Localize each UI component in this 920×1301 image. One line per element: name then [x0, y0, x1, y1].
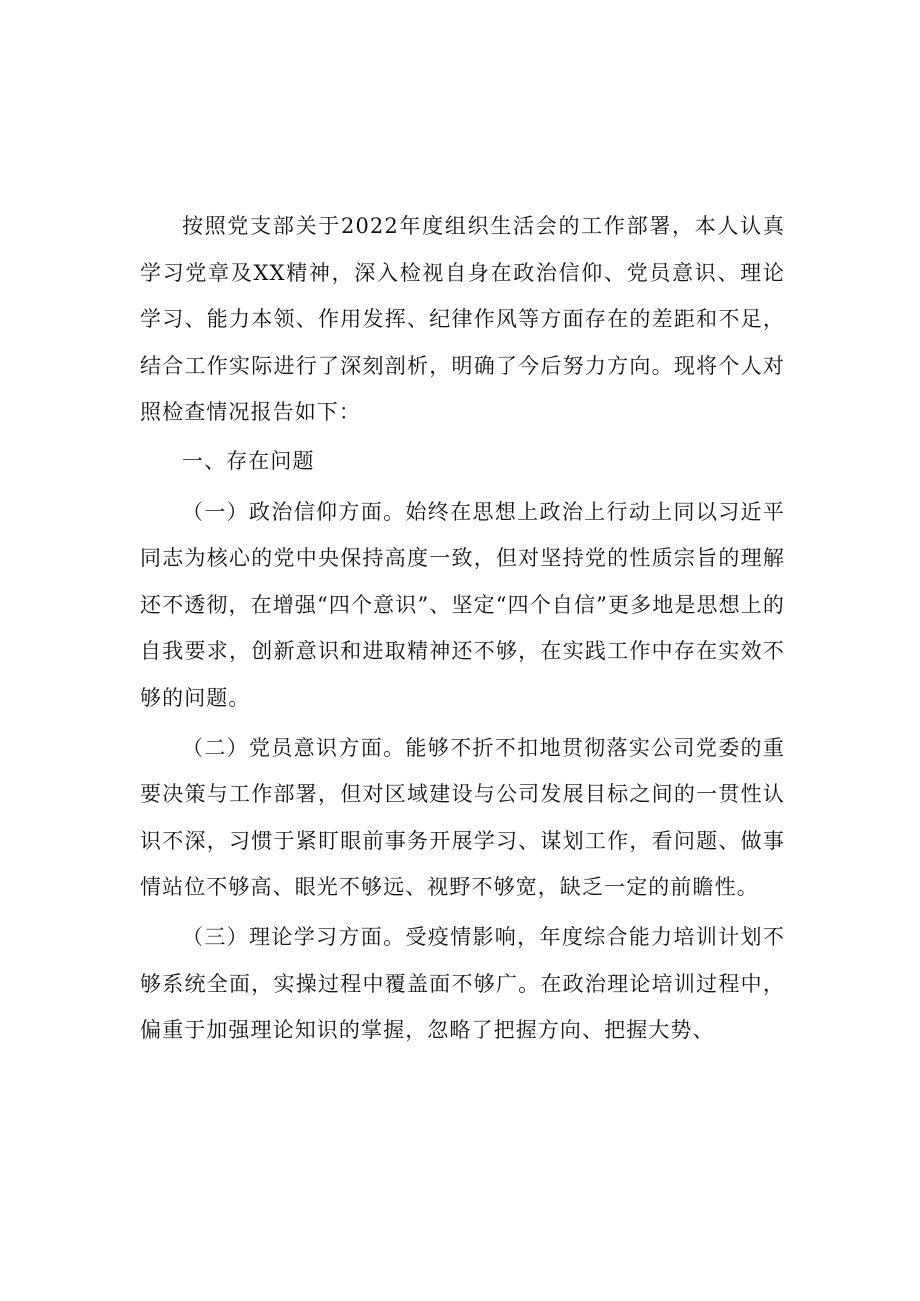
- intro-paragraph: 按照党支部关于2022年度组织生活会的工作部署，本人认真学习党章及XX精神，深入检视自身在政治信仰、党员意识、理论学习、能力本领、作用发挥、纪律作风等方面存在的差距和不足，结合工作实际进行了深刻剖析，明确了今后努力方向。现将个人对照检查情况报告如下：: [140, 214, 785, 425]
- theory-study-paragraph: （三）理论学习方面。受疫情影响，年度综合能力培训计划不够系统全面，实操过程中覆盖面不够广。在政治理论培训过程中，偏重于加强理论知识的掌握，忽略了把握方向、把握大势、: [140, 924, 785, 1043]
- party-awareness-paragraph: （二）党员意识方面。能够不折不扣地贯彻落实公司党委的重要决策与工作部署，但对区域建设与公司发展目标之间的一贯性认识不深，习惯于紧盯眼前事务开展学习、谋划工作，看问题、做事情站位不够高、眼光不够远、视野不够宽，缺乏一定的前瞻性。: [140, 735, 785, 900]
- section-heading-existing-problems: 一、存在问题: [182, 448, 315, 473]
- document-body: [140, 203, 785, 1054]
- political-belief-paragraph: （一）政治信仰方面。始终在思想上政治上行动上同以习近平同志为核心的党中央保持高度一致，但对坚持党的性质宗旨的理解还不透彻，在增强“四个意识”、坚定“四个自信”更多地是思想上的自我要求，创新意识和进取精神还不够，在实践工作中存在实效不够的问题。: [140, 499, 785, 710]
